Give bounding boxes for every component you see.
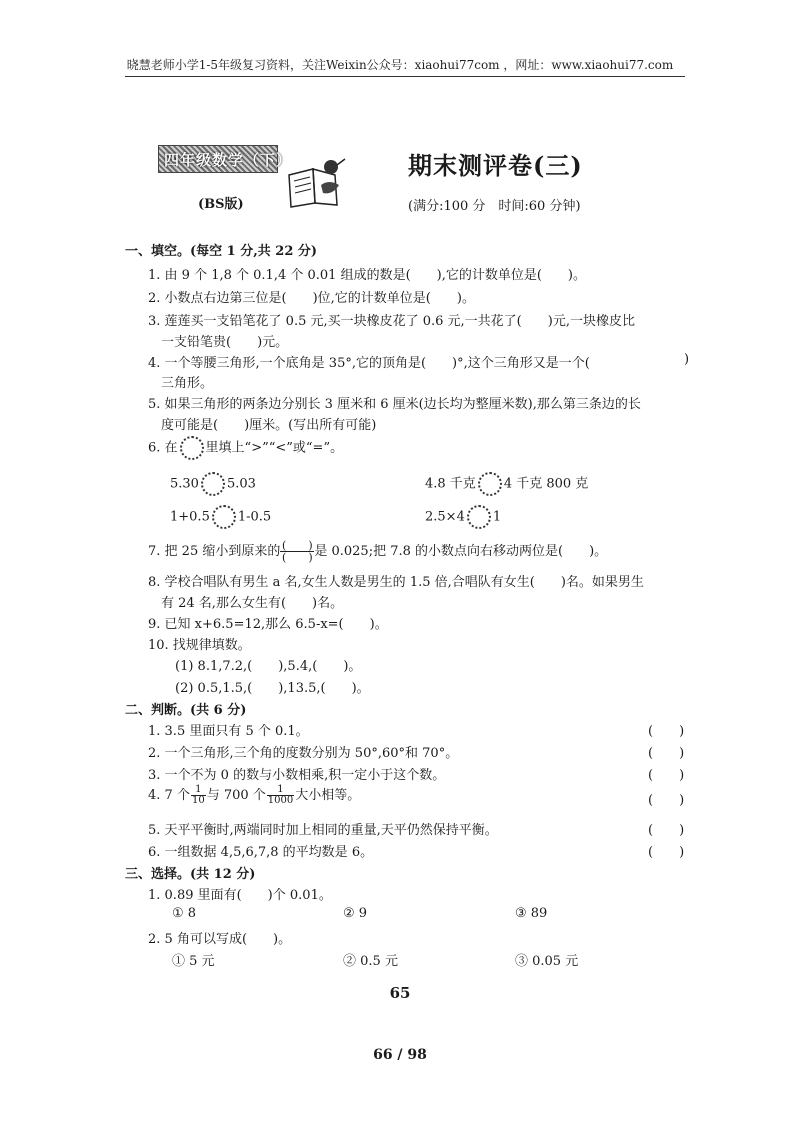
compare-left: 4.8 千克	[425, 476, 476, 492]
judge-answer-3[interactable]: ( )	[648, 768, 685, 783]
blank-fraction-bottom: ( )	[282, 551, 313, 564]
exam-title: 期末测评卷(三)	[408, 151, 583, 180]
s1-question-3a: 3. 莲莲买一支铅笔花了 0.5 元,买一块橡皮花了 0.6 元,一共花了( )元,一块橡皮比	[148, 314, 635, 329]
header-divider	[125, 76, 685, 77]
judge-answer-6[interactable]: ( )	[648, 845, 685, 860]
choice-question-1: 1. 0.89 里面有( )个 0.01。	[148, 888, 332, 903]
answer-circle[interactable]	[467, 505, 491, 529]
judge-answer-1[interactable]: ( )	[648, 724, 685, 739]
s1-question-9: 9. 已知 x+6.5=12,那么 6.5-x=( )。	[148, 617, 388, 632]
s1-question-10-2: (2) 0.5,1.5,( ),13.5,( )。	[175, 681, 370, 696]
frac-den: 1000	[267, 795, 294, 806]
s1-q7-pre: 7. 把 25 缩小到原来的	[148, 544, 281, 559]
s1-question-3b: 一支铅笔贵( )元。	[161, 335, 289, 350]
s1-question-2: 2. 小数点右边第三位是( )位,它的计数单位是( )。	[148, 291, 475, 306]
choice-2-option-b[interactable]: ② 0.5 元	[343, 954, 398, 969]
choice-2-option-a[interactable]: ① 5 元	[172, 954, 215, 969]
judge-item-6: 6. 一组数据 4,5,6,7,8 的平均数是 6。	[148, 845, 374, 860]
judge-4-end: 大小相等。	[295, 788, 361, 803]
frac-num: 1	[191, 785, 206, 796]
judge-answer-2[interactable]: ( )	[648, 746, 685, 761]
answer-circle[interactable]	[212, 505, 236, 529]
logo-text: 四年级数学（下）	[164, 151, 293, 169]
choice-1-option-c[interactable]: ③ 89	[515, 906, 548, 921]
judge-item-4	[148, 784, 360, 806]
choice-1-option-b[interactable]: ② 9	[343, 906, 368, 921]
compare-item-4	[425, 505, 501, 529]
page-count: 66 / 98	[373, 1047, 427, 1063]
s1-question-1: 1. 由 9 个 1,8 个 0.1,4 个 0.01 组成的数是( ),它的计数单位是( )。	[148, 268, 586, 283]
judge-item-1: 1. 3.5 里面只有 5 个 0.1。	[148, 724, 309, 739]
section-3-heading: 三、选择。(共 12 分)	[125, 867, 256, 882]
section-1-heading: 一、填空。(每空 1 分,共 22 分)	[125, 244, 318, 259]
compare-left: 1+0.5	[170, 509, 210, 525]
s1-question-4b: 三角形。	[161, 376, 214, 391]
compare-right: 1-0.5	[237, 509, 272, 525]
compare-right: 4 千克 800 克	[503, 476, 589, 492]
blank-fraction-top: ( )	[282, 539, 313, 552]
s1-question-4a: 4. 一个等腰三角形,一个底角是 35°,它的顶角是( )°,这个三角形又是一个(	[148, 356, 590, 371]
judge-item-2: 2. 一个三角形,三个角的度数分别为 50°,60°和 70°。	[148, 746, 459, 761]
judge-answer-5[interactable]: ( )	[648, 823, 685, 838]
exam-meta: (满分:100 分 时间:60 分钟)	[408, 199, 581, 214]
page-number: 65	[389, 984, 411, 1002]
book-icon	[285, 155, 347, 210]
judge-4-pre: 4. 7 个	[148, 788, 190, 803]
answer-circle[interactable]	[201, 472, 225, 496]
s1-question-10-1: (1) 8.1,7.2,( ),5.4,( )。	[175, 659, 362, 674]
s1-q6-pre: 6. 在	[148, 440, 178, 456]
choice-question-2: 2. 5 角可以写成( )。	[148, 932, 292, 947]
s1-q7-post: 是 0.025;把 7.8 的小数点向右移动两位是( )。	[314, 544, 608, 559]
choice-1-option-a[interactable]: ① 8	[172, 906, 197, 921]
judge-answer-4[interactable]: ( )	[648, 793, 685, 808]
s1-question-7	[148, 540, 607, 563]
frac-den: 10	[191, 795, 205, 806]
choice-2-option-c[interactable]: ③ 0.05 元	[515, 954, 579, 969]
compare-item-1	[170, 472, 256, 496]
s1-question-5b: 度可能是( )厘米。(写出所有可能)	[161, 418, 377, 433]
page-header: 晓慧老师小学1-5年级复习资料，关注Weixin公众号：xiaohui77com ，网址：www.xiaohui77.com	[126, 58, 674, 72]
compare-left: 5.30	[170, 476, 199, 492]
s1-question-5a: 5. 如果三角形的两条边分别长 3 厘米和 6 厘米(边长均为整厘米数),那么第三条边的长	[148, 397, 641, 412]
compare-left: 2.5×4	[425, 509, 465, 525]
subject-logo	[158, 145, 293, 175]
fraction-one-tenth	[191, 785, 206, 806]
s1-question-6	[148, 436, 343, 460]
compare-right: 5.03	[226, 476, 256, 492]
judge-4-mid: 与 700 个	[206, 788, 266, 803]
edition-label: (BS版)	[198, 197, 244, 212]
s1-question-8a: 8. 学校合唱队有男生 a 名,女生人数是男生的 1.5 倍,合唱队有女生( )名。如果男生	[148, 575, 644, 590]
judge-item-5: 5. 天平平衡时,两端同时加上相同的重量,天平仍然保持平衡。	[148, 823, 498, 838]
section-2-heading: 二、判断。(共 6 分)	[125, 703, 247, 718]
s1-q6-post: 里填上“>”“<”或“=”。	[205, 440, 344, 456]
frac-num: 1	[267, 785, 294, 796]
fraction-one-thousandth	[267, 785, 294, 806]
judge-item-3: 3. 一个不为 0 的数与小数相乘,积一定小于这个数。	[148, 768, 446, 783]
s1-question-10: 10. 找规律填数。	[148, 638, 251, 653]
s1-question-8b: 有 24 名,那么女生有( )名。	[161, 596, 344, 611]
comparison-circle-icon	[180, 436, 204, 460]
answer-circle[interactable]	[478, 472, 502, 496]
compare-item-2	[425, 472, 588, 496]
s1-question-4a-end: )	[684, 352, 690, 367]
compare-right: 1	[492, 509, 502, 525]
compare-item-3	[170, 505, 271, 529]
blank-fraction[interactable]	[280, 540, 314, 563]
